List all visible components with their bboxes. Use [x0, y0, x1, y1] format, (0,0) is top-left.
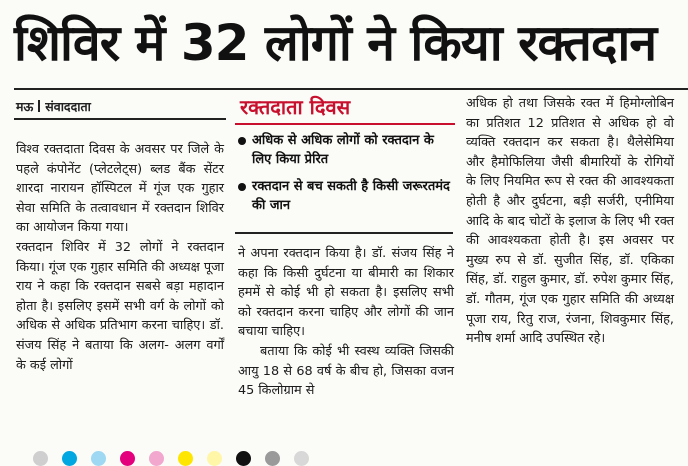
divider — [14, 88, 688, 90]
highlight-box — [235, 93, 455, 227]
color-swatch — [120, 451, 135, 466]
bullet-icon — [238, 183, 246, 191]
color-swatch — [91, 451, 106, 466]
article-paragraph: विश्व रक्तदाता दिवस के अवसर पर जिले के पहले कंपोनेंट (प्लेटलेट्स) ब्लड बैंक सेंटर शारदा नारायन हॉस्पिटल में गूंज एक गुहार सेवा समिति के तत्वावधान में रक्तदान शिविर का आयोजन किया गया। — [16, 142, 224, 236]
article-paragraph: बताया कि कोई भी स्वस्थ व्यक्ति जिसकी आयु 18 से 68 वर्ष के बीच हो, जिसका वजन 45 किलोग्राम से — [238, 343, 454, 399]
highlight-bottom-rule — [235, 232, 453, 234]
byline-separator — [38, 100, 40, 112]
highlight-bullet-text: अधिक से अधिक लोगों को रक्तदान के लिए किया प्रेरित — [252, 133, 434, 167]
article-paragraph: अधिक हो तथा जिसके रक्त में हिमोग्लोबिन का प्रतिशत 12 प्रतिशत से अधिक हो वो व्यक्ति रक्तदान कर सकता है। थैलेसेमिया और हैमोफिलिया जैसी बीमारियों के रोगियों के लिए नियमित रूप से रक्त की आवश्यकता होती है और दुर्घटना, बड़ी सर्जरी, एनीमिया आदि के बाद चोटों के इलाज के लिए भी रक्त की आवश्यकता होती है। इस अवसर पर मुख्य रुप से डॉ. सुजीत सिंह, डॉ. एकिका सिंह, डॉ. राहुल कुमार, डॉ. रुपेश कुमार सिंह, डॉ. गौतम, गूंज एक गुहार समिति की अध्यक्ष पूजा राय, रितु राज, रंजना, शिवकुमार सिंह, मनीष शर्मा आदि उपस्थित रहे। — [466, 96, 674, 347]
article-paragraph: ने अपना रक्तदान किया है। डॉ. संजय सिंह ने कहा कि किसी दुर्घटना या बीमारी का शिकार हममें से कोई भी हो सकता है। इसलिए सभी को रक्तदान करना चाहिए और लोगों की जान बचाया चाहिए। — [238, 246, 454, 340]
bullet-icon — [238, 137, 246, 145]
print-color-bar — [0, 451, 688, 465]
color-swatch — [62, 451, 77, 466]
highlight-bullet-text: रक्तदान से बच सकती है किसी जरूरतमंद की जान — [252, 179, 450, 213]
article-paragraph: रक्तदान शिविर में 32 लोगों ने रक्तदान किया। गूंज एक गुहार समिति की अध्यक्ष पूजा राय ने कहा कि रक्तदान सबसे बड़ा महादान होता है। इसलिए इसमें सभी वर्ग के लोगों को अधिक से अधिक प्रतिभाग करना चाहिए। डॉ. संजय सिंह ने बताया कि अलग- अलग वर्गों के कई लोगों — [16, 239, 224, 373]
highlight-bullet — [235, 132, 455, 169]
color-swatch — [265, 451, 280, 466]
byline — [16, 98, 91, 115]
highlight-rule — [235, 123, 455, 125]
article-column-3 — [466, 94, 674, 349]
highlight-title: रक्तदाता दिवस — [240, 95, 351, 119]
byline-rule — [14, 118, 226, 120]
color-swatch — [236, 451, 251, 466]
headline: शिविर में 32 लोगों ने किया रक्तदान — [14, 14, 657, 72]
color-swatch — [178, 451, 193, 466]
byline-source: संवाददाता — [45, 99, 91, 114]
color-swatch — [294, 451, 309, 466]
article-column-2 — [238, 244, 454, 401]
color-swatch — [207, 451, 222, 466]
color-swatch — [33, 451, 48, 466]
color-swatch — [149, 451, 164, 466]
article-column-1 — [16, 140, 224, 375]
byline-place: मऊ — [16, 99, 34, 114]
highlight-bullet — [235, 178, 455, 215]
